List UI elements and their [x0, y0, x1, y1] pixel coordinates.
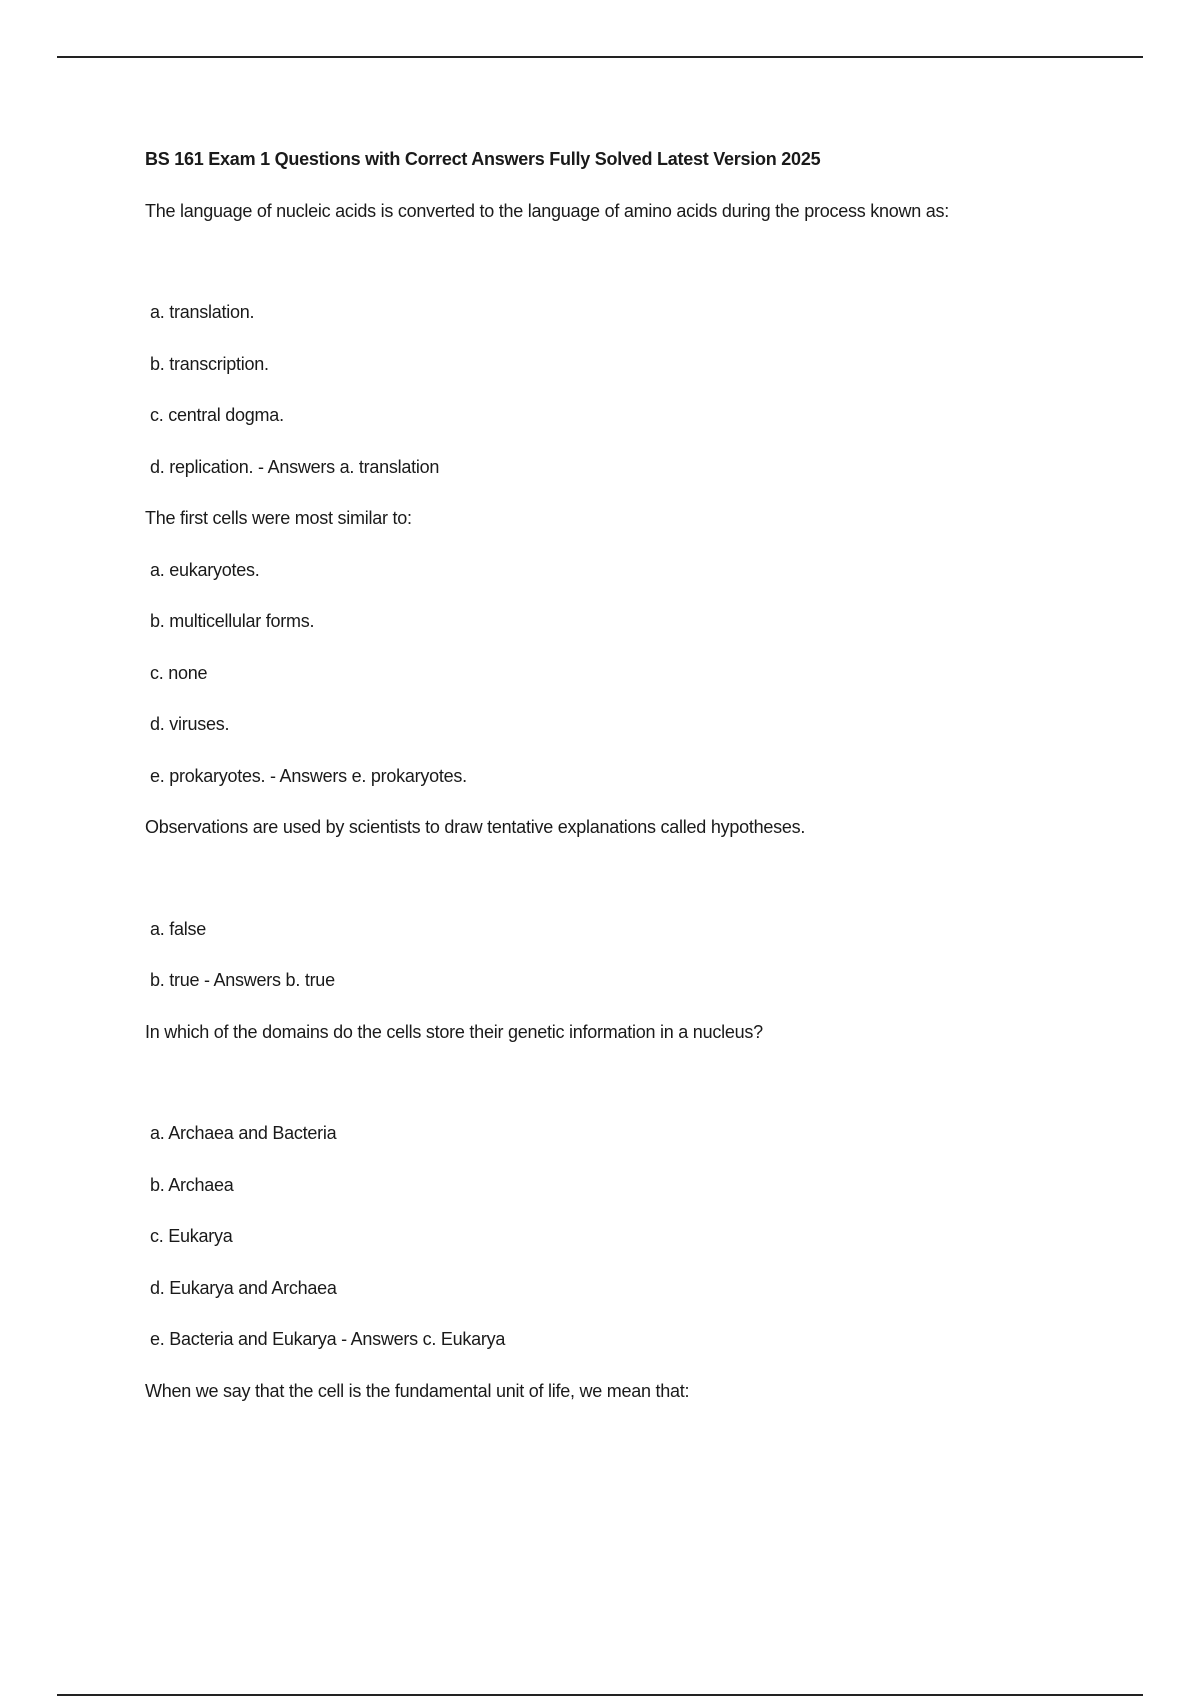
- footer-rule: [57, 1694, 1143, 1696]
- answer-option: e. Bacteria and Eukarya - Answers c. Eukarya: [150, 1329, 506, 1349]
- question-text: In which of the domains do the cells store their genetic information in a nucleus?: [145, 1021, 763, 1042]
- answer-option: c. central dogma.: [150, 405, 284, 425]
- answer-option: b. multicellular forms.: [150, 611, 315, 631]
- answer-option: a. eukaryotes.: [150, 559, 260, 580]
- document-title: BS 161 Exam 1 Questions with Correct Answers Fully Solved Latest Version 2025: [145, 149, 821, 169]
- answer-option: b. Archaea: [150, 1174, 234, 1195]
- answer-option: d. Eukarya and Archaea: [150, 1277, 337, 1298]
- answer-option: c. none: [150, 662, 208, 683]
- answer-option: b. true - Answers b. true: [150, 970, 335, 990]
- question-text: The first cells were most similar to:: [145, 508, 412, 528]
- answer-option: b. transcription.: [150, 353, 269, 374]
- answer-option: a. Archaea and Bacteria: [150, 1123, 337, 1143]
- question-text: When we say that the cell is the fundamental unit of life, we mean that:: [145, 1380, 690, 1401]
- answer-option: d. replication. - Answers a. translation: [150, 456, 440, 477]
- answer-option: e. prokaryotes. - Answers e. prokaryotes.: [150, 765, 467, 786]
- question-text: Observations are used by scientists to draw tentative explanations called hypotheses.: [145, 817, 806, 837]
- document-body: [145, 146, 1145, 1429]
- answer-option: d. viruses.: [150, 714, 230, 734]
- header-rule: [57, 56, 1143, 58]
- question-text: The language of nucleic acids is converted to the language of amino acids during the process known as:: [145, 200, 950, 221]
- answer-option: c. Eukarya: [150, 1226, 233, 1246]
- answer-option: a. false: [150, 918, 207, 939]
- answer-option: a. translation.: [150, 302, 255, 322]
